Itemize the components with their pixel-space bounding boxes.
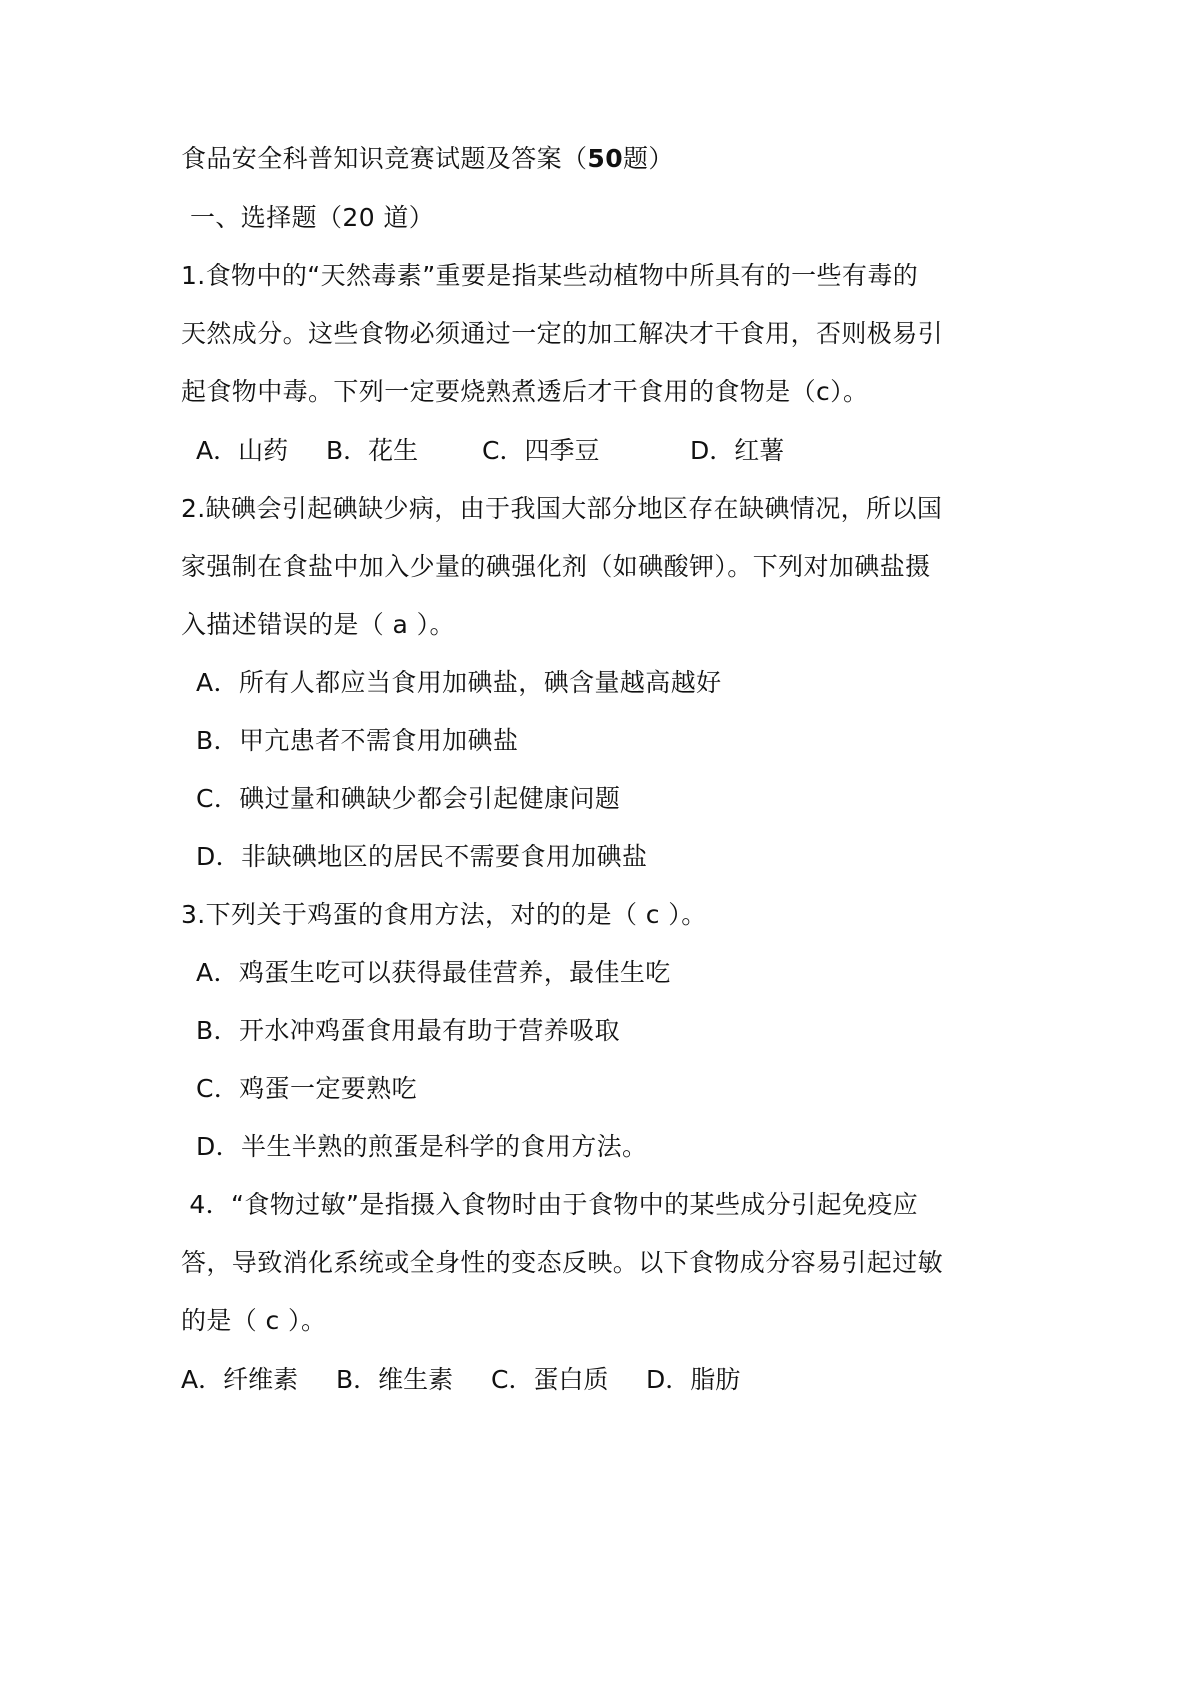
- question-2-option-b: B．甲亢患者不需食用加碘盐: [196, 726, 519, 755]
- question-3-option-b: B．开水冲鸡蛋食用最有助于营养吸取: [196, 1016, 620, 1045]
- question-2-line-1: 2.缺碘会引起碘缺少病，由于我国大部分地区存在缺碘情况，所以国: [181, 494, 943, 523]
- question-1-option-a: A．山药: [196, 436, 289, 465]
- question-2-option-c: C．碘过量和碘缺少都会引起健康问题: [196, 784, 621, 813]
- question-2-line-3: 入描述错误的是（ a ）。: [181, 610, 455, 639]
- question-1-option-c: C．四季豆: [482, 436, 600, 465]
- section-heading: 一、选择题（20 道）: [190, 203, 435, 232]
- question-4-line-2: 答，导致消化系统或全身性的变态反映。以下食物成分容易引起过敏: [181, 1248, 944, 1277]
- question-4-option-d: D．脂肪: [646, 1365, 741, 1394]
- question-1-line-3: 起食物中毒。下列一定要烧熟煮透后才干食用的食物是（c）。: [181, 377, 869, 406]
- question-3-option-c: C．鸡蛋一定要熟吃: [196, 1074, 418, 1103]
- question-4-option-b: B．维生素: [336, 1365, 454, 1394]
- question-2-line-2: 家强制在食盐中加入少量的碘强化剂（如碘酸钾）。下列对加碘盐摄: [181, 552, 931, 581]
- question-4-option-c: C．蛋白质: [491, 1365, 609, 1394]
- question-3-option-d: D．半生半熟的煎蛋是科学的食用方法。: [196, 1132, 648, 1161]
- question-4-line-3: 的是（ c ）。: [181, 1306, 327, 1335]
- question-1-option-b: B．花生: [326, 436, 419, 465]
- title-suffix: 题）: [623, 144, 674, 173]
- question-3-line-1: 3.下列关于鸡蛋的食用方法，对的的是（ c ）。: [181, 900, 707, 929]
- question-4-option-a: A．纤维素: [181, 1365, 299, 1394]
- question-2-option-d: D．非缺碘地区的居民不需要食用加碘盐: [196, 842, 648, 871]
- question-1-line-1: 1.食物中的“天然毒素”重要是指某些动植物中所具有的一些有毒的: [181, 261, 919, 290]
- document-title: [181, 144, 674, 174]
- title-count: 50: [587, 144, 623, 173]
- question-4-line-1: 4．“食物过敏”是指摄入食物时由于食物中的某些成分引起免疫应: [181, 1190, 919, 1219]
- question-1-option-d: D．红薯: [690, 436, 785, 465]
- question-1-line-2: 天然成分。这些食物必须通过一定的加工解决才干食用，否则极易引: [181, 319, 944, 348]
- question-3-option-a: A．鸡蛋生吃可以获得最佳营养，最佳生吃: [196, 958, 671, 987]
- title-prefix: 食品安全科普知识竞赛试题及答案（: [181, 144, 588, 173]
- question-2-option-a: A．所有人都应当食用加碘盐，碘含量越高越好: [196, 668, 722, 697]
